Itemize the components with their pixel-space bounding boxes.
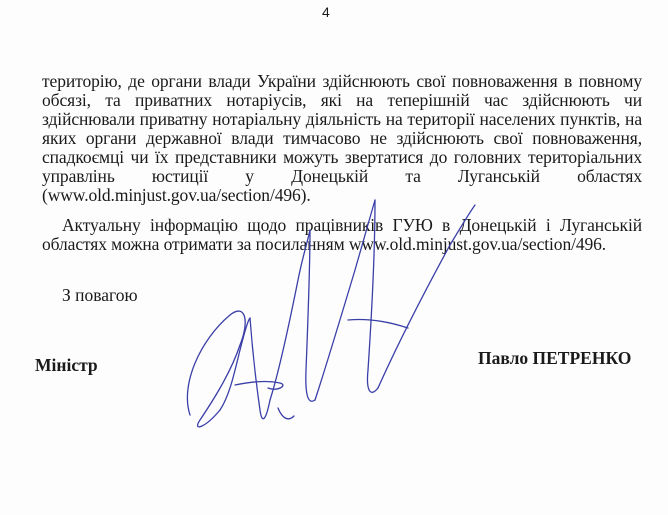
paragraph-line: спадкоємці чи їх представники можуть звертатися до головних територіальних: [42, 147, 642, 167]
paragraph-line: яких органи державної влади тимчасово не здійснюють свої повноваження,: [42, 128, 642, 148]
signatory-name: Павло ПЕТРЕНКО: [478, 348, 632, 368]
closing-phrase: З повагою: [62, 285, 138, 305]
signatory-title: Міністр: [35, 355, 98, 375]
paragraph-line: здійснювали приватну нотаріальну діяльність на території населених пунктів, на: [42, 109, 642, 129]
paragraph-line: (www.old.minjust.gov.ua/section/496).: [42, 185, 311, 205]
paragraph-line: Актуальну інформацію щодо працівників ГУЮ в Донецькій і Луганській: [62, 215, 642, 235]
paragraph-line: територію, де органи влади України здійснюють свої повноваження в повному: [42, 71, 642, 91]
paragraph-line: обсязі, та приватних нотаріусів, які на теперішній час здійснюють чи: [42, 90, 642, 110]
handwritten-signature: [170, 170, 500, 460]
paragraph-line: областях можна отримати за посиланням www.old.minjust.gov.ua/section/496.: [42, 234, 607, 254]
paragraph-line: управлінь юстиції у Донецькій та Луганській областях: [42, 166, 642, 186]
page-number: 4: [322, 4, 330, 20]
